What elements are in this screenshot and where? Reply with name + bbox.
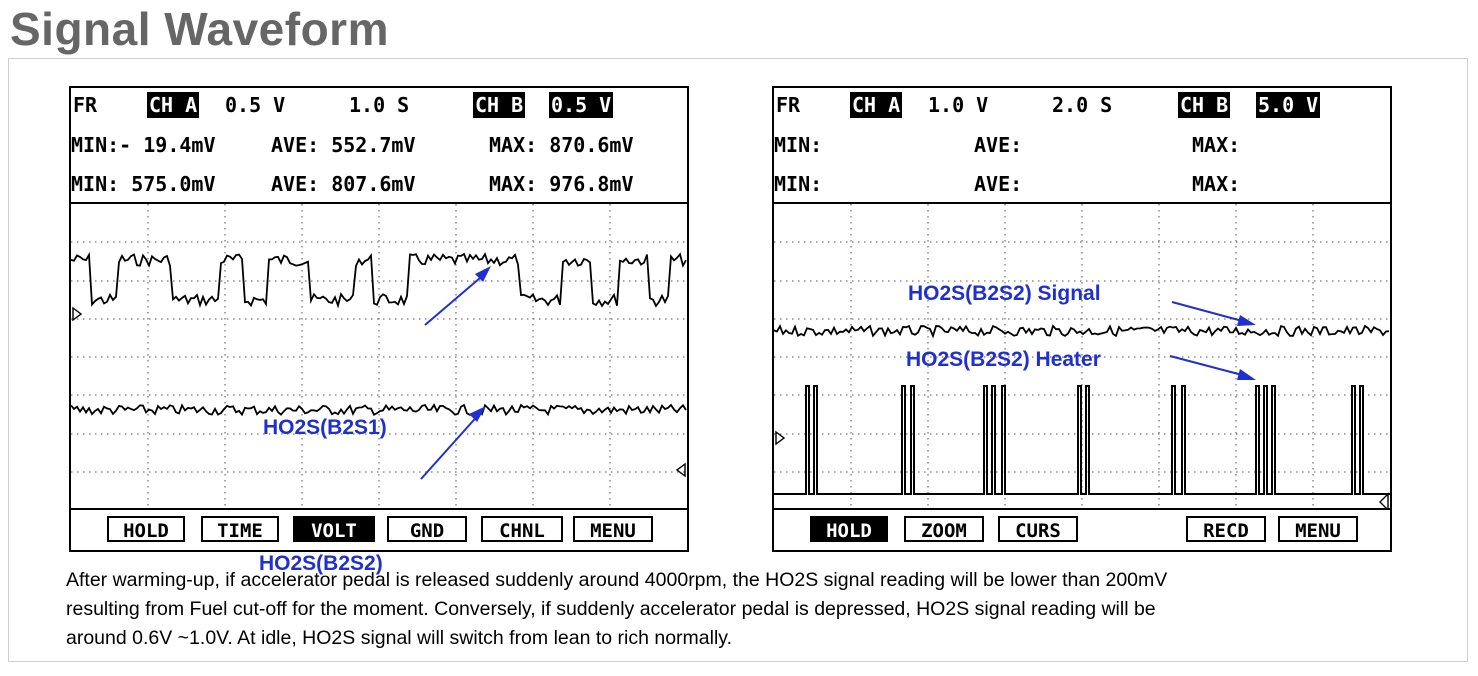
description-line-2: resulting from Fuel cut-off for the moment. Conversely, if suddenly accelerator pedal is depressed, HO2S signal reading will be: [66, 598, 1156, 620]
right-arrow-signal-head-icon: [1237, 315, 1256, 326]
right-recd-button[interactable]: RECD: [1186, 516, 1266, 542]
right-cha-max: MAX:: [1192, 133, 1241, 157]
right-cha-min: MIN:: [774, 133, 823, 157]
left-label-b2s2: HO2S(B2S2): [259, 552, 383, 575]
left-oscilloscope-panel: [69, 86, 689, 575]
description-line-3: around 0.6V ~1.0V. At idle, HO2S signal will switch from lean to rich normally.: [66, 627, 733, 649]
right-time-value: 2.0 S: [1052, 93, 1113, 117]
left-waveform-b2s2: [71, 405, 686, 415]
left-scope-header: [71, 88, 687, 204]
right-chb-min: MIN:: [774, 172, 823, 196]
right-label-signal: HO2S(B2S2) Signal: [908, 282, 1101, 305]
right-chb-ave: AVE:: [974, 172, 1023, 196]
right-chb-value: 5.0 V: [1258, 93, 1319, 117]
right-chb-max: MAX:: [1192, 172, 1241, 196]
left-arrow-b2s2: [421, 412, 481, 479]
right-arrow-heater: [1170, 356, 1246, 376]
left-waveform-b2s1: [71, 254, 686, 306]
right-cha-value: 1.0 V: [928, 93, 989, 117]
left-time-button[interactable]: TIME: [201, 516, 279, 542]
right-cha-label: CH A: [852, 93, 901, 117]
left-cha-max: MAX: 870.6mV: [489, 133, 634, 157]
right-oscilloscope-panel: [772, 86, 1392, 552]
right-zoom-button[interactable]: ZOOM: [904, 516, 984, 542]
right-label-heater: HO2S(B2S2) Heater: [906, 348, 1101, 371]
right-button-bar: [774, 508, 1390, 550]
right-hold-button[interactable]: HOLD: [810, 516, 888, 542]
left-chb-marker-icon: [677, 464, 685, 476]
left-cha-ave: AVE: 552.7mV: [271, 133, 416, 157]
left-arrow-b2s2-head-icon: [469, 406, 486, 422]
left-gnd-button[interactable]: GND: [387, 516, 467, 542]
left-arrow-b2s1: [425, 272, 487, 325]
right-cha-ave: AVE:: [974, 133, 1023, 157]
left-chb-min: MIN: 575.0mV: [71, 172, 216, 196]
left-chnl-button[interactable]: CHNL: [481, 516, 563, 542]
left-button-bar: [71, 508, 687, 550]
left-chb-max: MAX: 976.8mV: [489, 172, 634, 196]
right-arrow-heater-head-icon: [1237, 369, 1256, 380]
left-fr-label: FR: [73, 93, 98, 117]
left-hold-button[interactable]: HOLD: [107, 516, 185, 542]
left-cha-value: 0.5 V: [225, 93, 286, 117]
left-waveform-screen: [71, 204, 687, 510]
description-line-1: After warming-up, if accelerator pedal is released suddenly around 4000rpm, the HO2S signal reading will be lower than 200mV: [66, 569, 1168, 591]
page-title: Signal Waveform: [10, 3, 389, 55]
left-chb-label: CH B: [475, 93, 524, 117]
left-chb-ave: AVE: 807.6mV: [271, 172, 416, 196]
right-curs-button[interactable]: CURS: [998, 516, 1078, 542]
left-time-value: 1.0 S: [349, 93, 410, 117]
left-cha-min: MIN:- 19.4mV: [71, 133, 216, 157]
left-menu-button[interactable]: MENU: [573, 516, 653, 542]
left-chb-value: 0.5 V: [551, 93, 612, 117]
right-scope-header: [774, 88, 1390, 204]
left-volt-button[interactable]: VOLT: [293, 516, 375, 542]
left-label-b2s1: HO2S(B2S1): [263, 416, 387, 439]
left-grid: [71, 204, 687, 510]
left-cha-marker-icon: [73, 308, 81, 320]
left-cha-label: CH A: [149, 93, 198, 117]
right-chb-label: CH B: [1180, 93, 1229, 117]
description-text: [66, 566, 1456, 653]
right-waveform-heater: [774, 386, 1390, 494]
right-fr-label: FR: [776, 93, 801, 117]
right-menu-button[interactable]: MENU: [1278, 516, 1358, 542]
